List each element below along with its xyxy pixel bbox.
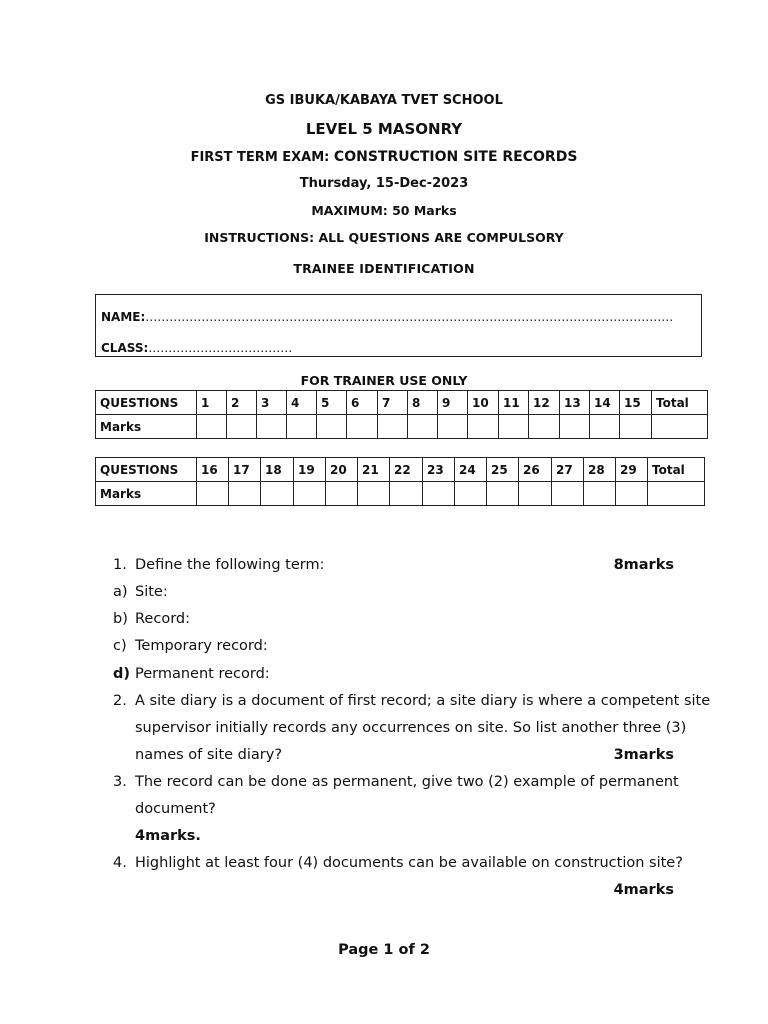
total-header: Total (652, 391, 708, 415)
question-marks: 4marks (613, 882, 674, 898)
marks-table-2 (95, 457, 705, 506)
table-row (96, 482, 705, 506)
question-text-line: names of site diary? (135, 747, 283, 763)
marks-cell[interactable] (499, 415, 529, 439)
question-text-line: supervisor initially records any occurrences on site. So list another three (3) (135, 720, 687, 736)
marks-cell[interactable] (620, 415, 652, 439)
trainee-identification-heading (0, 261, 768, 276)
school-name: GS IBUKA/KABAYA TVET SCHOOL (265, 93, 503, 108)
item-text: Permanent record: (135, 666, 270, 682)
marks-cell[interactable] (529, 415, 560, 439)
marks-cell[interactable] (438, 415, 468, 439)
question-number: 20 (326, 458, 358, 482)
class-label: CLASS: (101, 341, 149, 355)
question-number: 24 (455, 458, 487, 482)
total-cell[interactable] (648, 482, 705, 506)
question-number: 28 (584, 458, 616, 482)
question-text: Highlight at least four (4) documents can be available on construction site? (135, 855, 683, 871)
question-number: 26 (519, 458, 552, 482)
question-text-line: A site diary is a document of first record; a site diary is where a competent site (135, 693, 711, 709)
marks-cell[interactable] (229, 482, 261, 506)
class-line (101, 341, 292, 355)
question-number: 29 (616, 458, 648, 482)
marks-cell[interactable] (423, 482, 455, 506)
question-text-line: The record can be done as permanent, give two (2) example of permanent (135, 774, 679, 790)
marks-cell[interactable] (261, 482, 294, 506)
marks-cell[interactable] (197, 415, 227, 439)
marks-cell[interactable] (468, 415, 499, 439)
identification-box (95, 294, 702, 357)
marks-cell[interactable] (287, 415, 317, 439)
question-number: 1 (197, 391, 227, 415)
marks-table-1 (95, 390, 708, 439)
total-header: Total (648, 458, 705, 482)
name-line (101, 310, 673, 324)
marks-cell[interactable] (584, 482, 616, 506)
question-number: 11 (499, 391, 529, 415)
question-number: 21 (358, 458, 390, 482)
question-number: 15 (620, 391, 652, 415)
question-number: 27 (552, 458, 584, 482)
item-text: Temporary record: (135, 638, 268, 654)
marks-label: Marks (96, 415, 197, 439)
question-number: 3 (257, 391, 287, 415)
item-text: Record: (135, 611, 190, 627)
question-number: 2 (227, 391, 257, 415)
marks-cell[interactable] (390, 482, 423, 506)
exam-date: Thursday, 15-Dec-2023 (299, 176, 469, 191)
table-row (96, 458, 705, 482)
marks-cell[interactable] (227, 415, 257, 439)
marks-cell[interactable] (487, 482, 519, 506)
item-letter: d) (113, 666, 131, 682)
marks-cell[interactable] (552, 482, 584, 506)
question-marks: 4marks. (135, 828, 201, 844)
total-cell[interactable] (652, 415, 708, 439)
marks-label: Marks (96, 482, 197, 506)
question-number: 18 (261, 458, 294, 482)
question-number: 4. (113, 855, 127, 871)
marks-cell[interactable] (347, 415, 378, 439)
trainer-use-heading: FOR TRAINER USE ONLY (300, 373, 468, 388)
question-number: 2. (113, 693, 127, 709)
table-row (96, 415, 708, 439)
question-number: 14 (590, 391, 620, 415)
marks-cell[interactable] (616, 482, 648, 506)
question-number: 6 (347, 391, 378, 415)
marks-cell[interactable] (317, 415, 347, 439)
exam-title (0, 149, 768, 165)
level-title: LEVEL 5 MASONRY (305, 120, 463, 138)
name-label: NAME: (101, 310, 146, 324)
marks-cell[interactable] (197, 482, 229, 506)
question-number: 16 (197, 458, 229, 482)
question-number: 13 (560, 391, 590, 415)
marks-cell[interactable] (257, 415, 287, 439)
question-text: Define the following term: (135, 557, 325, 573)
question-number: 4 (287, 391, 317, 415)
question-number: 1. (113, 557, 127, 573)
maximum-marks: MAXIMUM: 50 Marks (311, 203, 457, 218)
item-text: Site: (135, 584, 168, 600)
item-letter: a) (113, 584, 128, 600)
marks-cell[interactable] (560, 415, 590, 439)
question-number: 7 (378, 391, 408, 415)
item-letter: c) (113, 638, 127, 654)
marks-cell[interactable] (408, 415, 438, 439)
question-marks: 8marks (613, 557, 674, 573)
page-number: Page 1 of 2 (338, 942, 430, 958)
name-field[interactable]: …………………………………………………………………………………………………………………… (145, 310, 674, 324)
marks-cell[interactable] (590, 415, 620, 439)
marks-cell[interactable] (455, 482, 487, 506)
item-letter: b) (113, 611, 128, 627)
question-number: 17 (229, 458, 261, 482)
questions-label: QUESTIONS (96, 458, 197, 482)
marks-cell[interactable] (378, 415, 408, 439)
question-number: 19 (294, 458, 326, 482)
marks-cell[interactable] (326, 482, 358, 506)
marks-cell[interactable] (358, 482, 390, 506)
questions-label: QUESTIONS (96, 391, 197, 415)
question-number: 5 (317, 391, 347, 415)
question-marks: 3marks (613, 747, 674, 763)
question-number: 8 (408, 391, 438, 415)
question-number: 23 (423, 458, 455, 482)
question-number: 22 (390, 458, 423, 482)
trainee-identification-label: TRAINEE IDENTIFICATION (293, 261, 475, 276)
exam-prefix: FIRST TERM EXAM: (190, 150, 334, 165)
question-number: 3. (113, 774, 127, 790)
class-field[interactable]: ……………………………… (148, 341, 293, 355)
question-number: 10 (468, 391, 499, 415)
exam-subject: CONSTRUCTION SITE RECORDS (333, 149, 578, 165)
marks-cell[interactable] (519, 482, 552, 506)
instructions: INSTRUCTIONS: ALL QUESTIONS ARE COMPULSORY (204, 230, 564, 245)
question-number: 9 (438, 391, 468, 415)
marks-cell[interactable] (294, 482, 326, 506)
table-row (96, 391, 708, 415)
question-number: 12 (529, 391, 560, 415)
question-text-line: document? (135, 801, 216, 817)
question-number: 25 (487, 458, 519, 482)
